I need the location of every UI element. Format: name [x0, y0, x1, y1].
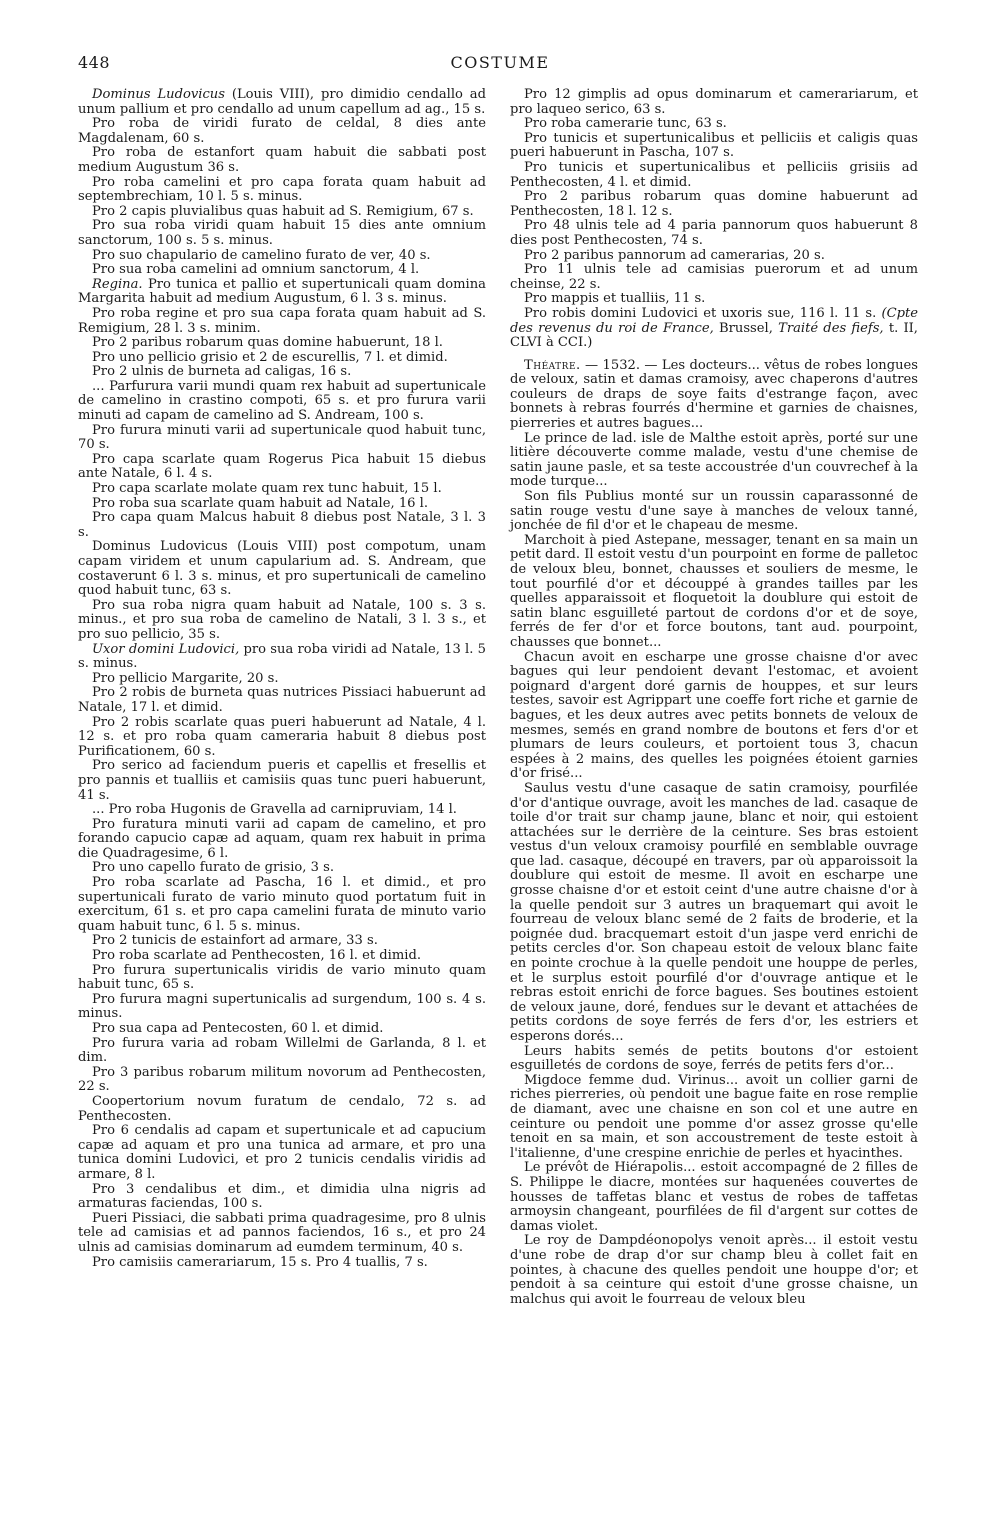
paragraph-text: Pro furura supertunicalis viridis de vario minuto quam habuit tunc, 65 s. — [78, 962, 486, 993]
left-paragraph — [78, 176, 486, 205]
left-paragraph — [78, 672, 486, 687]
paragraph-text: Pro uno pellicio grisio et 2 de escurellis, 7 l. et dimid. — [92, 349, 448, 365]
citation-text: Brussel, — [713, 320, 779, 336]
paragraph-text: Pro 2 tunicis de estainfort ad armare, 33 s. — [92, 933, 378, 949]
left-paragraph — [78, 146, 486, 175]
paragraph-text: Pro roba sua scarlate quam habuit ad Natale, 16 l. — [92, 495, 428, 511]
paragraph-text: (Louis VIII), pro dimidio cendallo ad unum pallium et pro cendallo ad unum capellum ad ag., 15 s. — [78, 87, 486, 117]
paragraph-text: Le prince de lad. isle de Malthe estoit après, porté sur une litière découverte comme malade, vestu d'une chemise de satin jaune pasle, et sa teste accoustrée d'un couvrechef à la mode turque... — [510, 430, 918, 490]
paragraph-text: Pro tunicis et supertunicalibus et pelliciis grisiis ad Penthecosten, 4 l. et dimid. — [510, 159, 918, 190]
paragraph-text: Pro mappis et tualliis, 11 s. — [524, 291, 706, 307]
right-paragraph — [510, 359, 918, 432]
paragraph-text: Pro uno capello furato de grisio, 3 s. — [92, 860, 334, 876]
right-paragraph — [510, 1234, 918, 1307]
left-paragraph — [78, 351, 486, 366]
right-paragraph — [510, 782, 918, 1045]
paragraph-text: Pro pellicio Margarite, 20 s. — [92, 670, 279, 686]
paragraph-text: Pro 6 cendalis ad capam et supertunicale et ad capucium capæ ad aquam et pro una tunica ad armare, et pro una tunica domini Ludovici, et pro 2 tunicis cendalis viridis ad armare, 8 l. — [78, 1123, 486, 1182]
paragraph-text: Pro furatura minuti varii ad capam de camelino, et pro forando capucio capæ ad aquam, quam rex habuit in prima die Quadragesime, 6 l. — [78, 816, 486, 861]
right-paragraph — [510, 432, 918, 490]
paragraph-text: Pueri Pissiaci, die sabbati prima quadragesime, pro 8 ulnis tele ad camisias et ad pannos faciendos, 16 s., et pro 24 ulnis ad camisias dominarum ad eumdem terminum, 40 s. — [78, 1210, 486, 1255]
paragraph-text: Pro 11 ulnis tele ad camisias puerorum et ad unum cheinse, 22 s. — [510, 262, 918, 292]
paragraph-text: Pro 3 cendalibus et dim., et dimidia ulna nigris ad armaturas faciendas, 100 s. — [78, 1181, 486, 1212]
right-paragraph — [510, 117, 918, 132]
paragraph-text: Pro 12 gimplis ad opus dominarum et camerariarum, et pro laqueo serico, 63 s. — [510, 87, 918, 117]
paragraph-text: Pro tunicis et supertunicalibus et pelliciis et caligis quas pueri habuerunt in Pascha, 107 s. — [510, 130, 918, 161]
paragraph-text: Migdoce femme dud. Virinus... avoit un collier garni de riches pierreries, où pendoit une bague faite en rose remplie de diamant, avec une chaisne en son col et une autre en ceinture ou pendoit une pomme d'or assez grosse qu'elle tenoit en sa main, et son accoustrement de teste estoit à l'italienne, d'une crespine enrichie de perles et hyacinthes. — [510, 1072, 918, 1161]
left-paragraph — [78, 263, 486, 278]
paragraph-text: Marchoit à pied Astepane, messager, tenant en sa main un petit dard. Il estoit vestu d'un pourpoint en forme de palletoc de veloux bleu, bonnet, chausses et souliers de mesme, le tout pourfilé d'or et découppé à grandes tailles par les quelles apparaissoit et floquetoit la doublure qui estoit de satin blanc esguilleté partout de cordons d'or et de soye, ferrés de fer d'or et force boutons, tant aud. pourpoint, chausses que bonnet... — [510, 532, 918, 650]
paragraph-text: Pro 3 paribus robarum militum novorum ad Penthecosten, 22 s. — [78, 1064, 486, 1095]
paragraph-text: Pro tunica et pallio et supertunicali quam domina Margarita habuit ad medium Augustum, 6 l. 3 s. minus. — [78, 276, 486, 307]
left-paragraph — [78, 249, 486, 264]
right-paragraph — [510, 651, 918, 782]
left-paragraph — [78, 993, 486, 1022]
right-paragraph — [510, 490, 918, 534]
paragraph-text: pro sua roba viridi ad Natale, 13 l. 5 s. minus. — [78, 641, 486, 672]
left-paragraph — [78, 219, 486, 248]
paragraph-text: Pro capa scarlate quam Rogerus Pica habuit 15 diebus ante Natale, 6 l. 4 s. — [78, 451, 486, 482]
left-paragraph — [78, 88, 486, 117]
paragraph-text: ... Pro roba Hugonis de Gravella ad carnipruviam, 14 l. — [92, 802, 457, 818]
italic-lead: Dominus Ludovicus — [92, 87, 225, 102]
right-paragraph — [510, 249, 918, 264]
paragraph-text: Pro 2 paribus pannorum ad camerarias, 20 s. — [524, 247, 825, 263]
right-paragraph — [510, 307, 918, 351]
left-paragraph — [78, 876, 486, 934]
left-paragraph — [78, 686, 486, 715]
paragraph-text: Son fils Publius monté sur un roussin caparassonné de satin rouge vestu d'une saye à manches de veloux tanné, jonchée de fil d'or et le chapeau de mesme. — [510, 489, 918, 534]
left-paragraph — [78, 117, 486, 146]
left-paragraph — [78, 1037, 486, 1066]
citation-text: t. II, CLVI à CCI.) — [510, 320, 918, 351]
page-number: 448 — [78, 53, 111, 72]
paragraph-text: Le roy de Dampdéonopolys venoit après... il estoit vestu d'une robe de drap d'or sur champ bleu à collet fait en pointes, à chacune des quelles pendoit une houppe d'or; et pendoit à sa ceinture qui estoit d'une grosse chaisne, un malchus qui avoit le fourreau de veloux bleu — [510, 1233, 918, 1307]
italic-lead: Uxor domini Ludovici, — [92, 641, 240, 657]
right-paragraph — [510, 88, 918, 117]
page-title: COSTUME — [450, 53, 550, 72]
paragraph-text: Leurs habits semés de petits boutons d'or estoient esguilletés de cordons de soye, ferrés de petits fers d'or... — [510, 1043, 918, 1074]
paragraph-text: Pro sua roba viridi quam habuit 15 dies ante omnium sanctorum, 100 s. 5 s. minus. — [78, 218, 486, 248]
left-paragraph — [78, 964, 486, 993]
left-paragraph — [78, 482, 486, 497]
paragraph-text: Pro sua roba nigra quam habuit ad Natale, 100 s. 3 s. minus., et pro sua roba de camelino de Natali, 3 l. 3 s., et pro suo pellicio, 35 s. — [78, 597, 486, 642]
paragraph-text: Pro 2 paribus robarum quas domine habuerunt, 18 l. — [92, 335, 443, 351]
paragraph-text: Le prévôt de Hiérapolis... estoit accompagné de 2 filles de S. Philippe le diacre, montées sur haquenées couvertes de housses de taffetas blanc et vestus de robes de taffetas armoysin changeant, pourfilées de fil d'argent sur cottes de damas violet. — [510, 1160, 918, 1234]
left-paragraph — [78, 424, 486, 453]
citation-italic: Traité des fiefs, — [778, 320, 884, 336]
right-paragraph — [510, 1045, 918, 1074]
left-paragraph — [78, 803, 486, 818]
left-paragraph — [78, 453, 486, 482]
left-paragraph — [78, 759, 486, 803]
paragraph-text: Coopertorium novum furatum de cendalo, 72 s. ad Penthecosten. — [78, 1093, 486, 1124]
section-label: Théatre. — [524, 357, 581, 373]
paragraph-text: Pro 2 paribus robarum quas domine habuerunt ad Penthecosten, 18 l. 12 s. — [510, 189, 918, 219]
right-paragraph — [510, 1074, 918, 1162]
right-paragraph — [510, 292, 918, 307]
left-paragraph — [78, 540, 486, 598]
left-paragraph — [78, 1095, 486, 1124]
paragraph-text: Pro roba de estanfort quam habuit die sabbati post medium Augustum 36 s. — [78, 145, 486, 175]
paragraph-text: Pro 2 ulnis de burneta ad caligas, 16 s. — [92, 364, 352, 380]
right-paragraph — [510, 219, 918, 248]
paragraph-text: Pro 48 ulnis tele ad 4 paria pannorum quos habuerunt 8 dies post Penthecosten, 74 s. — [510, 218, 918, 248]
paragraph-text: Saulus vestu d'une casaque de satin cramoisy, pourfilée d'or d'antique ouvrage, avoit les manches de lad. casaque de toile d'or trait sur champ jaune, blanc et noir, qui estoient attachées sur le derrière de la ceinture. Ses bras estoient vestus d'un veloux cramoisy pourfilé en semblable ouvrage que lad. casaque, découpé en travers, par où apparoissoit la doublure qui estoit de mesme. Il avoit en escharpe une grosse chaisne d'or et estoit ceint d'une autre chaisne d'or à la quelle pendoit sur 3 autres un braquemart qui avoit le fourreau de veloux blanc semé de 2 faits de broderie, et la poignée dud. bracquemart estoit d'un jaspe verd enrichi de petits cercles d'or. Son chapeau estoit de veloux blanc faite en pointe crochue à la quelle pendoit une houppe de perles, et le surplus estoit pourfilé d'or d'ouvrage antique et le rebras estoit enrichi de force bagues. Ses boutines estoient de veloux jaune, doré, fendues sur le devant et attachées de petits cordons de soye ferrés de fers d'or, les estriers et esperons dorés... — [510, 780, 918, 1044]
paragraph-text: Pro roba de viridi furato de celdal, 8 dies ante Magdalenam, 60 s. — [78, 116, 486, 146]
right-column — [510, 88, 918, 1307]
paragraph-text: Pro sua roba camelini ad omnium sanctorum, 4 l. — [92, 262, 420, 278]
paragraph-text: Pro robis domini Ludovici et uxoris sue, 116 l. 11 s. — [524, 305, 877, 321]
right-paragraph — [510, 190, 918, 219]
left-paragraph — [78, 934, 486, 949]
left-paragraph — [78, 1022, 486, 1037]
paragraph-text: Pro roba regine et pro sua capa forata quam habuit ad S. Remigium, 28 l. 3 s. minim. — [78, 305, 486, 336]
left-paragraph — [78, 278, 486, 307]
paragraph-text: Pro furura minuti varii ad supertunicale quod habuit tunc, 70 s. — [78, 422, 486, 453]
paragraph-text: Chacun avoit en escharpe une grosse chaisne d'or avec bagues qui leur pendoient devant l'estomac, et avoient poignard d'argent doré garnis de houppes, et sur leurs testes, savoir est Agrippart une coeffe fort riche et garnie de bagues, et les deux autres avec petits bonnets de veloux de mesmes, semés en grand nombre de boutons et fers d'or et plumars de leurs couleurs, et portoient tous 3, chacun espées à 2 mains, des quelles les poignées étoient garnies d'or frisé... — [510, 649, 918, 782]
paragraph-text: Pro sua capa ad Pentecosten, 60 l. et dimid. — [92, 1021, 384, 1036]
left-paragraph — [78, 1066, 486, 1095]
paragraph-text: Pro camisiis camerariarum, 15 s. Pro 4 tuallis, 7 s. — [92, 1254, 428, 1270]
left-paragraph — [78, 511, 486, 540]
paragraph-text: Pro roba scarlate ad Penthecosten, 16 l. et dimid. — [92, 948, 422, 964]
left-paragraph — [78, 716, 486, 760]
paragraph-text: Pro 2 robis scarlate quas pueri habuerunt ad Natale, 4 l. 12 s. et pro roba quam cameraria habuit 8 diebus post Purificationem, 60 s. — [78, 714, 486, 759]
left-paragraph — [78, 599, 486, 643]
left-paragraph — [78, 1256, 486, 1271]
paragraph-text: Pro roba scarlate ad Pascha, 16 l. et dimid., et pro supertunicali furato de vario minuto quod portatum fuit in exercitum, 61 s. et pro capa camelini furata de minuto vario quam habuit tunc, 6 l. 5 s. minus. — [78, 875, 486, 934]
left-paragraph — [78, 1212, 486, 1256]
left-paragraph — [78, 380, 486, 424]
left-paragraph — [78, 861, 486, 876]
right-paragraph — [510, 1161, 918, 1234]
paragraph-text: Pro furura varia ad robam Willelmi de Garlanda, 8 l. et dim. — [78, 1035, 486, 1066]
paragraph-text: Pro furura magni supertunicalis ad surgendum, 100 s. 4 s. minus. — [78, 991, 486, 1022]
left-paragraph — [78, 365, 486, 380]
left-paragraph — [78, 818, 486, 862]
left-paragraph — [78, 1183, 486, 1212]
citation-italic: (Cpte des revenus du roi de France, — [510, 305, 918, 336]
paragraph-text: Pro suo chapulario de camelino furato de ver, 40 s. — [92, 247, 431, 263]
left-paragraph — [78, 1124, 486, 1182]
italic-lead: Regina. — [92, 276, 143, 292]
right-paragraph — [510, 263, 918, 292]
left-paragraph — [78, 336, 486, 351]
right-paragraph — [510, 161, 918, 190]
paragraph-text: Pro 2 capis pluvialibus quas habuit ad S. Remigium, 67 s. — [92, 203, 474, 219]
left-column — [78, 88, 486, 1270]
left-paragraph — [78, 497, 486, 512]
left-paragraph — [78, 307, 486, 336]
left-paragraph — [78, 643, 486, 672]
right-paragraph — [510, 534, 918, 651]
left-paragraph — [78, 205, 486, 220]
paragraph-text: Pro roba camerarie tunc, 63 s. — [524, 116, 727, 132]
paragraph-text: Pro serico ad faciendum pueris et capellis et fresellis et pro pannis et tualliis et camisiis quas tunc pueri habuerunt, 41 s. — [78, 758, 486, 803]
paragraph-text: Pro capa scarlate molate quam rex tunc habuit, 15 l. — [92, 481, 442, 497]
paragraph-text: Pro 2 robis de burneta quas nutrices Pissiaci habuerunt ad Natale, 17 l. et dimid. — [78, 685, 486, 715]
paragraph-text: ... Parfurura varii mundi quam rex habuit ad supertunicale de camelino in crastino compoti, 65 s. et pro furura varii minuti ad capam de camelino ad S. Andream, 100 s. — [78, 378, 486, 424]
paragraph-text: Dominus Ludovicus (Louis VIII) post compotum, unam capam viridem et unum capularium ad. S. Andream, que costaverunt 6 l. 3 s. minus, et pro supertunicali de camelino quod habuit tunc, 63 s. — [78, 539, 486, 599]
left-paragraph — [78, 949, 486, 964]
right-paragraph — [510, 132, 918, 161]
paragraph-text: — 1532. — Les docteurs... vêtus de robes longues de veloux, satin et damas cramoisy, avec chaperons d'autres couleurs de draps de soye faits d'estrange façon, avec bonnets à rebras fourrés d'hermine et garnies de chaisnes, pierreries et autres bagues... — [510, 357, 918, 432]
paragraph-text: Pro capa quam Malcus habuit 8 diebus post Natale, 3 l. 3 s. — [78, 510, 486, 540]
paragraph-text: Pro roba camelini et pro capa forata quam habuit ad septembrechiam, 10 l. 5 s. minus. — [78, 174, 486, 205]
